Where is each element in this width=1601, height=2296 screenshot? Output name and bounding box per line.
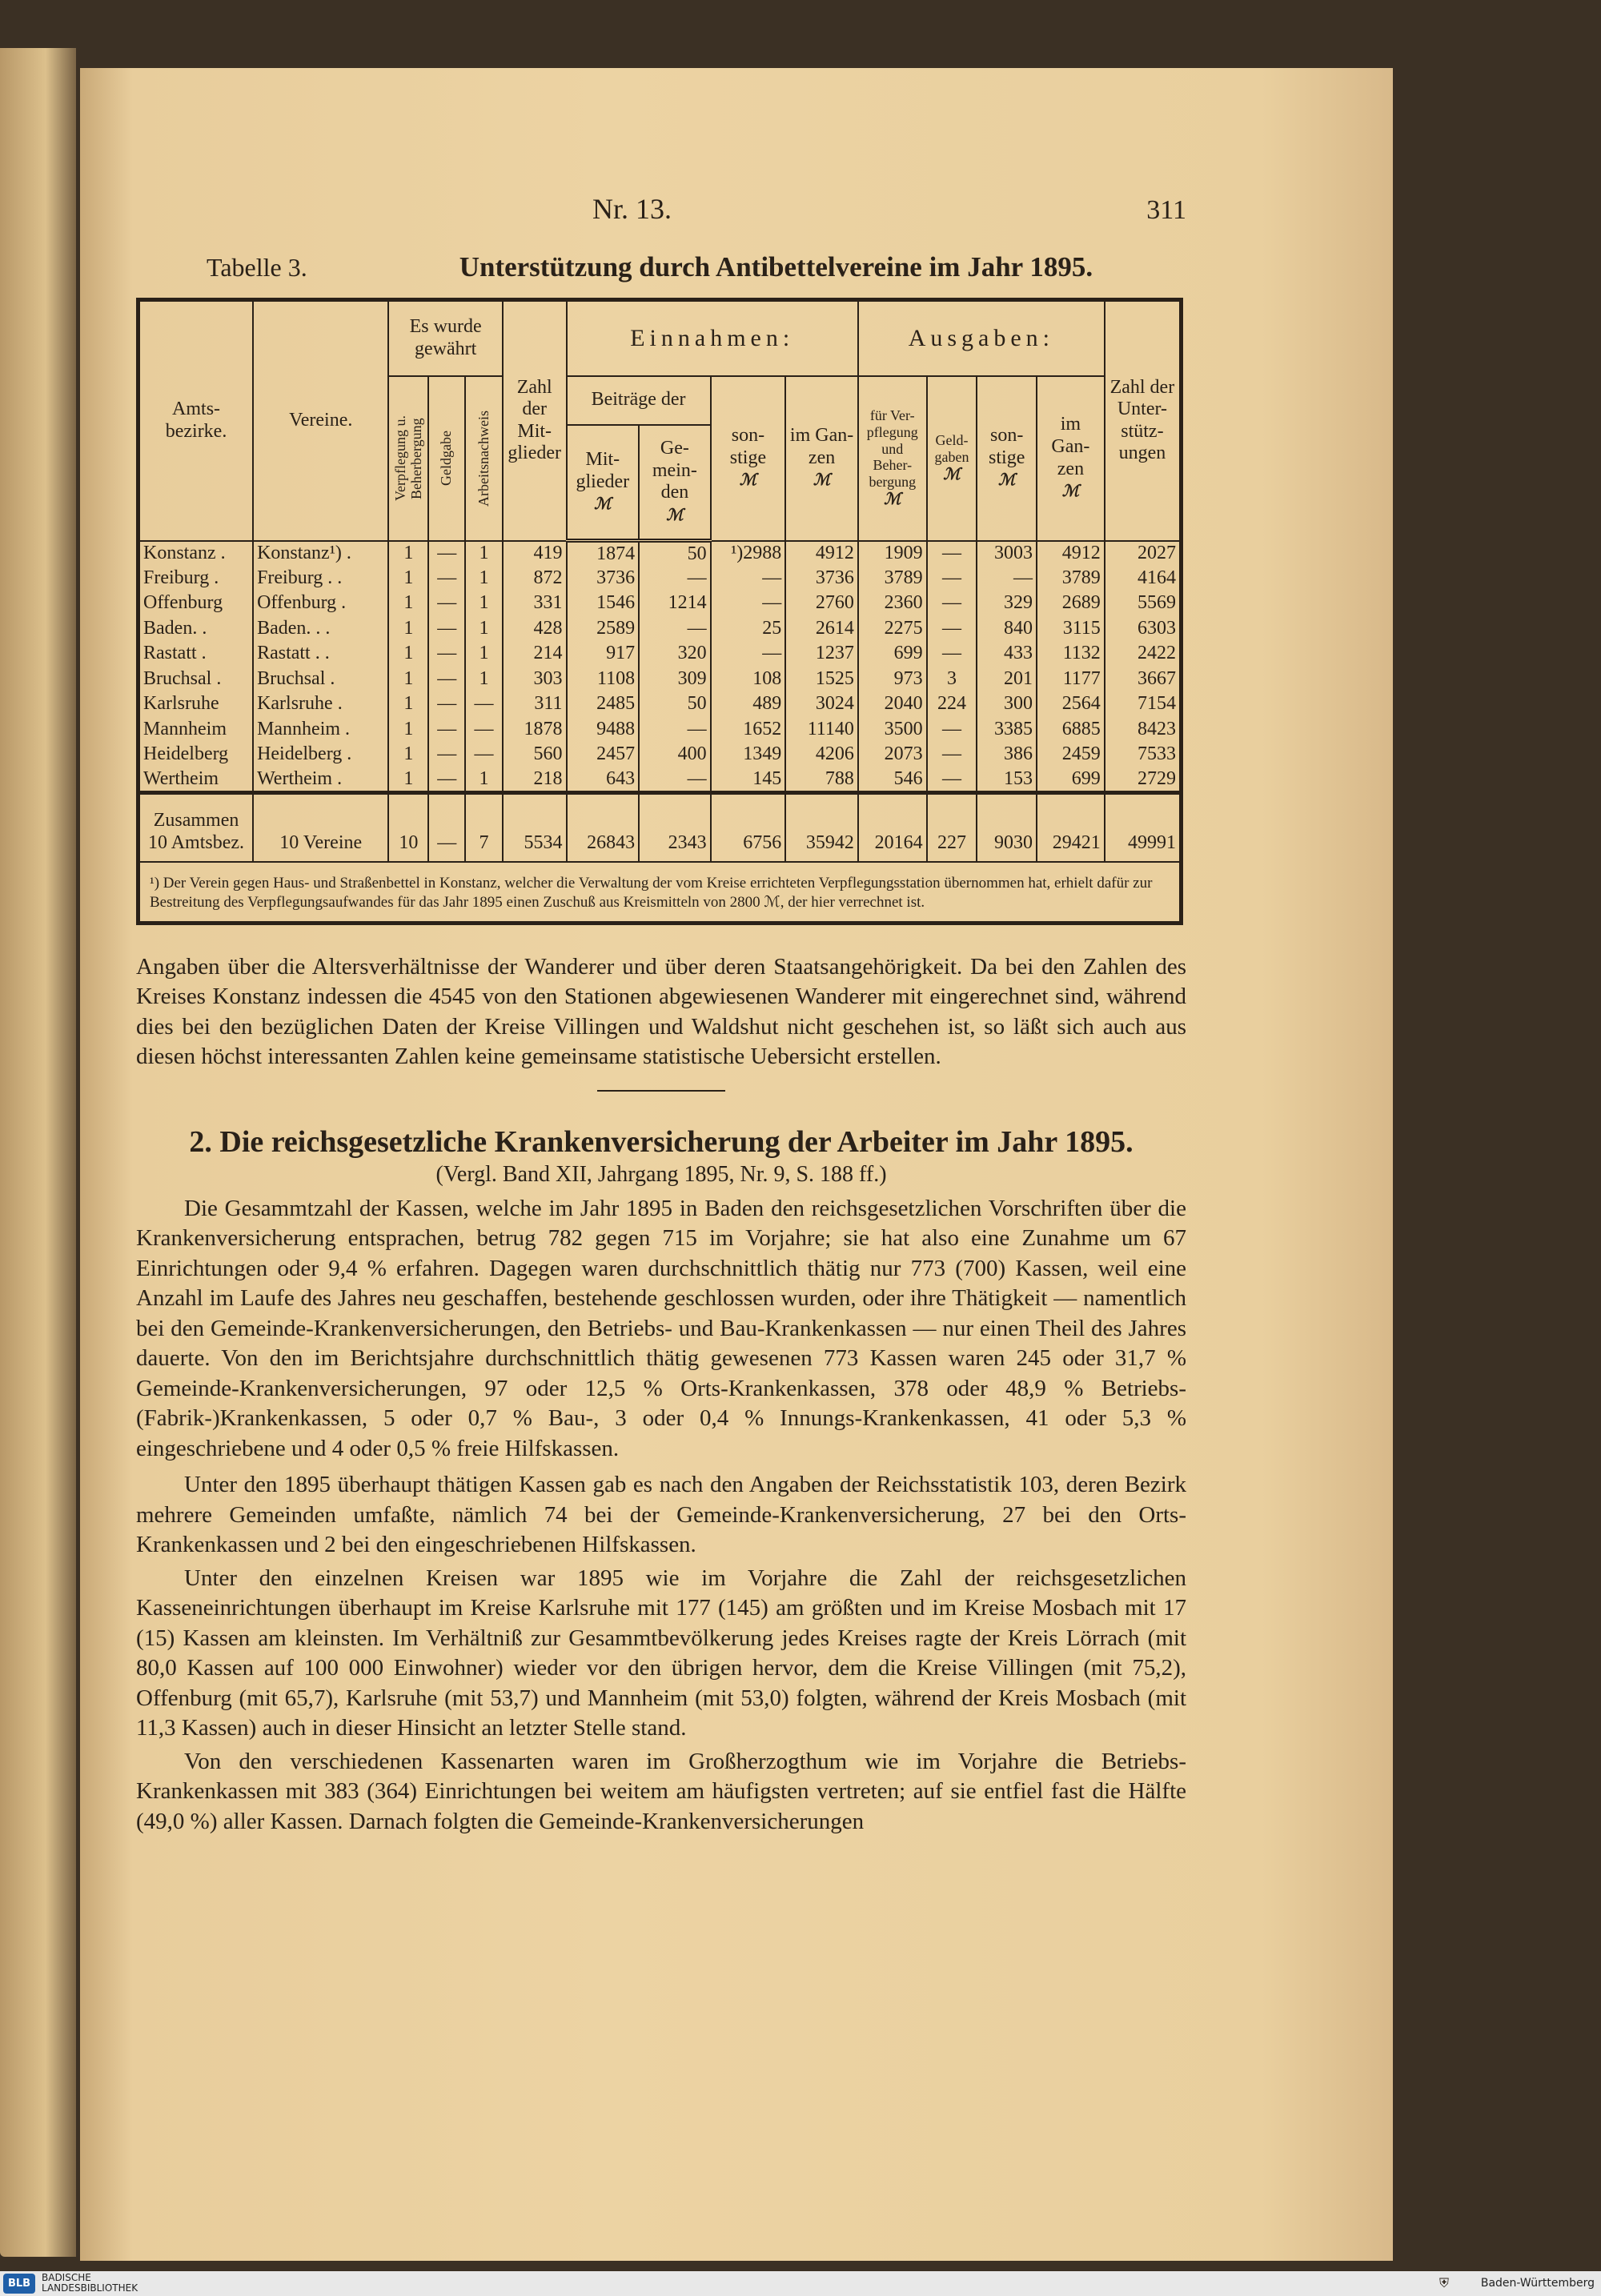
table-cell: 311: [503, 692, 567, 718]
header-im-ganzen-aus: im Gan-zen ℳ: [1037, 376, 1105, 541]
table-cell: 1: [388, 743, 428, 768]
table-cell: 400: [639, 743, 710, 768]
table-cell: —: [428, 541, 465, 567]
header-arbeitsnachweis: Arbeitsnachweis: [475, 410, 492, 507]
table-cell: Mannheim .: [253, 717, 388, 743]
table-cell: 1349: [711, 743, 786, 768]
table-cell: 386: [977, 743, 1037, 768]
table-cell: 419: [503, 541, 567, 567]
table-cell: —: [428, 767, 465, 793]
table-cell: 428: [503, 616, 567, 642]
header-einnahmen: Einnahmen:: [567, 300, 858, 376]
table-cell: 9488: [567, 717, 640, 743]
total-row: [138, 793, 1182, 862]
table-cell: —: [428, 717, 465, 743]
total-cell: 6756: [711, 793, 786, 862]
table-row: [138, 743, 1182, 768]
table-cell: 3736: [567, 566, 640, 591]
table-cell: 218: [503, 767, 567, 793]
table-cell: 699: [1037, 767, 1105, 793]
paragraph: Von den verschiedenen Kassenarten waren im Großherzogthum wie im Vorjahre die Betriebs-Krankenkassen mit 383 (364) Einrichtungen bei weitem am häufigsten vertreten; auf sie entfiel fast die Hälfte (49,0 %) aller Kassen. Darnach folgten die Gemeinde-Krankenversicherungen: [136, 1748, 1186, 1834]
table-cell: 1: [388, 692, 428, 718]
table-cell: 1: [465, 642, 503, 667]
table-cell: Mannheim: [138, 717, 254, 743]
table-cell: 3115: [1037, 616, 1105, 642]
table-cell: 1525: [785, 667, 858, 692]
table-cell: 3: [927, 667, 977, 692]
total-cell: 2343: [639, 793, 710, 862]
table-cell: 489: [711, 692, 786, 718]
table-cell: 2422: [1105, 642, 1182, 667]
total-cell: Zusammen 10 Amtsbez.: [138, 793, 254, 862]
table-cell: 1214: [639, 591, 710, 617]
table-cell: 320: [639, 642, 710, 667]
table-cell: 973: [858, 667, 927, 692]
table-cell: 2564: [1037, 692, 1105, 718]
table-cell: —: [465, 692, 503, 718]
table-cell: 1108: [567, 667, 640, 692]
table-cell: Freiburg .: [138, 566, 254, 591]
table-cell: 2614: [785, 616, 858, 642]
table-cell: 788: [785, 767, 858, 793]
table-cell: 1909: [858, 541, 927, 567]
table-cell: 3736: [785, 566, 858, 591]
table-cell: 224: [927, 692, 977, 718]
table-cell: 1: [388, 767, 428, 793]
table-row: [138, 717, 1182, 743]
library-name: BADISCHE LANDESBIBLIOTHEK: [42, 2272, 138, 2294]
table-cell: 214: [503, 642, 567, 667]
table-cell: —: [428, 667, 465, 692]
table-cell: Bruchsal .: [138, 667, 254, 692]
table-cell: 872: [503, 566, 567, 591]
table-cell: 3003: [977, 541, 1037, 567]
header-amtsbezirke: Amts-bezirke.: [138, 300, 254, 541]
table-cell: —: [428, 743, 465, 768]
table-cell: Konstanz .: [138, 541, 254, 567]
header-sonstige-aus: son-stige ℳ: [977, 376, 1037, 541]
table-title: Unterstützung durch Antibettelvereine im Jahr 1895.: [459, 251, 1093, 282]
footer-bar: [0, 2271, 1601, 2296]
table-footnote: ¹) Der Verein gegen Haus- und Straßenbettel in Konstanz, welcher die Verwaltung der vom Kreise errichteten Verpflegungsstation übernommen hat, erhielt dafür zur Bestreitung des Verpflegungsaufwandes für das Jahr 1895 einen Zuschuß aus Kreismitteln von 2800 ℳ, der hier verrechnet ist.: [138, 862, 1182, 924]
table-cell: 303: [503, 667, 567, 692]
table-cell: 145: [711, 767, 786, 793]
table-cell: 50: [639, 541, 710, 567]
table-cell: —: [465, 743, 503, 768]
table-cell: Konstanz¹) .: [253, 541, 388, 567]
table-cell: —: [927, 717, 977, 743]
table-cell: 1: [388, 566, 428, 591]
table-cell: 1: [388, 616, 428, 642]
table-cell: 433: [977, 642, 1037, 667]
table-cell: 1: [388, 591, 428, 617]
table-cell: 300: [977, 692, 1037, 718]
table-cell: 1: [465, 591, 503, 617]
total-cell: 10 Vereine: [253, 793, 388, 862]
table-cell: 840: [977, 616, 1037, 642]
paragraph: Unter den 1895 überhaupt thätigen Kassen gab es nach den Angaben der Reichsstatistik 103, deren Bezirk mehrere Gemeinden umfaßte, nämlich 74 bei der Gemeinde-Krankenversicherung, 27 bei den Orts-Krankenkassen und 2 bei den eingeschriebenen Hilfskassen.: [136, 1472, 1186, 1558]
table-cell: 4912: [1037, 541, 1105, 567]
header-sonstige-ein: son-stige ℳ: [711, 376, 786, 541]
table-row: [138, 667, 1182, 692]
table-cell: 2589: [567, 616, 640, 642]
table-cell: Offenburg: [138, 591, 254, 617]
header-zahl-mitglieder: Zahl der Mit-glieder: [503, 300, 567, 541]
table-cell: —: [428, 566, 465, 591]
table-cell: —: [927, 642, 977, 667]
table-cell: 6885: [1037, 717, 1105, 743]
table-cell: —: [428, 591, 465, 617]
table-cell: 2459: [1037, 743, 1105, 768]
table-cell: 1: [465, 767, 503, 793]
table-cell: 1237: [785, 642, 858, 667]
table-cell: Karlsruhe .: [253, 692, 388, 718]
table-cell: 3667: [1105, 667, 1182, 692]
table-row: [138, 591, 1182, 617]
table-cell: —: [977, 566, 1037, 591]
table-cell: 50: [639, 692, 710, 718]
header-ausgaben: Ausgaben:: [858, 300, 1105, 376]
running-title: Nr. 13.: [592, 193, 672, 225]
header-es-wurde: Es wurde gewährt: [388, 300, 503, 376]
table-cell: —: [711, 642, 786, 667]
header-mitglieder: Mit-glieder ℳ: [567, 425, 640, 541]
statistics-table: [136, 298, 1183, 925]
table-cell: 8423: [1105, 717, 1182, 743]
header-im-ganzen-ein: im Gan-zen ℳ: [785, 376, 858, 541]
table-cell: 917: [567, 642, 640, 667]
table-cell: 1874: [567, 541, 640, 567]
table-cell: 2729: [1105, 767, 1182, 793]
table-cell: —: [428, 692, 465, 718]
section-divider: [597, 1090, 725, 1092]
left-page-edge: [0, 48, 76, 2257]
table-cell: 1177: [1037, 667, 1105, 692]
blb-logo[interactable]: BLB: [3, 2274, 35, 2294]
header-geldgabe: Geldgabe: [438, 431, 455, 486]
table-cell: —: [639, 767, 710, 793]
table-cell: 643: [567, 767, 640, 793]
table-cell: 4206: [785, 743, 858, 768]
total-cell: 20164: [858, 793, 927, 862]
table-cell: 2689: [1037, 591, 1105, 617]
total-cell: 10: [388, 793, 428, 862]
total-cell: 35942: [785, 793, 858, 862]
table-cell: 1: [388, 642, 428, 667]
table-cell: Karlsruhe: [138, 692, 254, 718]
table-cell: 7533: [1105, 743, 1182, 768]
header-geldgaben: Geld-gaben ℳ: [927, 376, 977, 541]
total-cell: 7: [465, 793, 503, 862]
table-cell: —: [639, 717, 710, 743]
total-cell: 227: [927, 793, 977, 862]
header-zahl-unterstuetzungen: Zahl der Unter-stütz-ungen: [1105, 300, 1182, 541]
table-cell: 2485: [567, 692, 640, 718]
table-cell: 4164: [1105, 566, 1182, 591]
table-cell: 2275: [858, 616, 927, 642]
table-cell: —: [927, 566, 977, 591]
table-cell: Wertheim: [138, 767, 254, 793]
table-cell: 2027: [1105, 541, 1182, 567]
table-row: [138, 767, 1182, 793]
table-cell: 2360: [858, 591, 927, 617]
table-cell: 108: [711, 667, 786, 692]
table-label: Tabelle 3.: [207, 253, 307, 282]
table-cell: 3385: [977, 717, 1037, 743]
table-cell: 6303: [1105, 616, 1182, 642]
table-row: [138, 642, 1182, 667]
table-cell: 560: [503, 743, 567, 768]
table-cell: 1: [388, 541, 428, 567]
table-cell: —: [465, 717, 503, 743]
table-cell: 5569: [1105, 591, 1182, 617]
coat-of-arms-icon: ⛨: [1438, 2275, 1449, 2290]
total-cell: 9030: [977, 793, 1037, 862]
table-cell: 3789: [1037, 566, 1105, 591]
total-cell: 29421: [1037, 793, 1105, 862]
page-number: 311: [1146, 195, 1186, 225]
table-cell: 2457: [567, 743, 640, 768]
table-cell: 11140: [785, 717, 858, 743]
table-cell: 3789: [858, 566, 927, 591]
table-cell: —: [927, 616, 977, 642]
table-cell: —: [927, 767, 977, 793]
section-subheading: (Vergl. Band XII, Jahrgang 1895, Nr. 9, S. 188 ff.): [435, 1161, 887, 1187]
table-cell: 2073: [858, 743, 927, 768]
paragraph: Die Gesammtzahl der Kassen, welche im Jahr 1895 in Baden den reichsgesetzlichen Vorschriften über die Krankenversicherung entsprachen, betrug 782 gegen 715 im Vorjahre; sie hat also eine Zunahme um 67 Einrichtungen oder 9,4 % erfahren. Dagegen waren durchschnittlich thätig nur 773 (700) Kassen, weil eine Anzahl im Laufe des Jahres neu geschaffen, bestehende geschlossen wurden, oder ihre Thätigkeit — namentlich bei den Gemeinde-Krankenversicherungen, den Betriebs- und Bau-Krankenkassen — nur einen Theil des Jahres dauerte. Von den im Berichtsjahre durchschnittlich thätig gewesenen 773 Kassen waren 245 oder 31,7 % Gemeinde-Krankenversicherungen, 97 oder 12,5 % Orts-Krankenkassen, 378 oder 48,9 % Betriebs-(Fabrik-)Krankenkassen, 5 oder 0,7 % Bau-, 3 oder 0,4 % Innungs-Krankenkassen, 41 oder 5,3 % eingeschriebene und 4 oder 0,5 % freie Hilfskassen.: [136, 1195, 1186, 1461]
total-cell: 5534: [503, 793, 567, 862]
header-verpflegung: Verpflegung u. Beherbergung: [391, 415, 424, 501]
header-vereine: Vereine.: [253, 300, 388, 541]
table-cell: 4912: [785, 541, 858, 567]
table-cell: Wertheim .: [253, 767, 388, 793]
table-row: [138, 692, 1182, 718]
table-cell: —: [428, 616, 465, 642]
table-cell: 1: [465, 541, 503, 567]
table-cell: 7154: [1105, 692, 1182, 718]
table-cell: 1546: [567, 591, 640, 617]
table-cell: 329: [977, 591, 1037, 617]
table-cell: Offenburg .: [253, 591, 388, 617]
table-cell: —: [927, 743, 977, 768]
table-cell: 1: [465, 616, 503, 642]
table-cell: 153: [977, 767, 1037, 793]
table-cell: ¹)2988: [711, 541, 786, 567]
table-cell: Freiburg . .: [253, 566, 388, 591]
table-cell: Bruchsal .: [253, 667, 388, 692]
table-cell: 331: [503, 591, 567, 617]
table-cell: 1: [388, 667, 428, 692]
table-cell: 1: [465, 566, 503, 591]
table-cell: —: [639, 566, 710, 591]
total-cell: —: [428, 793, 465, 862]
table-cell: 2040: [858, 692, 927, 718]
page-content: [136, 192, 1186, 1837]
section-heading: 2. Die reichsgesetzliche Krankenversicherung der Arbeiter im Jahr 1895.: [189, 1124, 1134, 1159]
table-cell: 1132: [1037, 642, 1105, 667]
total-cell: 26843: [567, 793, 640, 862]
table-cell: 2760: [785, 591, 858, 617]
table-cell: 1: [388, 717, 428, 743]
table-cell: Baden. .: [138, 616, 254, 642]
table-cell: —: [428, 642, 465, 667]
table-cell: 25: [711, 616, 786, 642]
table-cell: Heidelberg: [138, 743, 254, 768]
table-cell: Rastatt .: [138, 642, 254, 667]
paragraph: Unter den einzelnen Kreisen war 1895 wie im Vorjahre die Zahl der reichsgesetzlichen Kasseneinrichtungen überhaupt im Kreise Karlsruhe mit 177 (145) am größten und im Kreise Mosbach mit 17 (15) Kassen am kleinsten. Im Verhältniß zur Gesammtbevölkerung jedes Kreises ragte der Kreis Lörrach (mit 80,0 Kassen auf 100 000 Einwohner) wieder vor den übrigen hervor, dem die Kreise Villingen (mit 75,2), Offenburg (mit 65,7), Karlsruhe (mit 53,7) und Mannheim (mit 53,0) folgten, während der Kreis Mosbach (mit 11,3 Kassen) auch in dieser Hinsicht an letzter Stelle stand.: [136, 1565, 1186, 1741]
table-cell: —: [711, 591, 786, 617]
table-row: [138, 541, 1182, 567]
table-cell: Baden. . .: [253, 616, 388, 642]
table-row: [138, 566, 1182, 591]
table-cell: —: [927, 591, 977, 617]
total-cell: 49991: [1105, 793, 1182, 862]
header-beitraege: Beiträge der: [567, 376, 711, 425]
header-fuer-verpflegung: für Ver-pflegung und Beher-bergung ℳ: [858, 376, 927, 541]
table-row: [138, 616, 1182, 642]
table-cell: —: [927, 541, 977, 567]
table-cell: 201: [977, 667, 1037, 692]
table-cell: 1878: [503, 717, 567, 743]
table-cell: 309: [639, 667, 710, 692]
table-cell: 546: [858, 767, 927, 793]
partner-name[interactable]: Baden-Württemberg: [1480, 2277, 1595, 2290]
table-cell: Rastatt . .: [253, 642, 388, 667]
table-cell: —: [711, 566, 786, 591]
table-cell: —: [639, 616, 710, 642]
paragraph: Angaben über die Altersverhältnisse der Wanderer und über deren Staatsangehörigkeit. Da bei den Zahlen des Kreises Konstanz indessen die 4545 von den Stationen abgewiesenen Wanderer mit eingerechnet sind, während dies bei den bezüglichen Daten der Kreise Villingen und Waldshut nicht geschehen ist, so läßt sich auch aus diesen höchst interessanten Zahlen keine gemeinsame statistische Uebersicht erstellen.: [136, 953, 1186, 1070]
table-cell: 1: [465, 667, 503, 692]
table-cell: 3500: [858, 717, 927, 743]
table-cell: 699: [858, 642, 927, 667]
table-cell: 1652: [711, 717, 786, 743]
table-cell: 3024: [785, 692, 858, 718]
header-gemeinden: Ge-mein-den ℳ: [639, 425, 710, 541]
table-cell: Heidelberg .: [253, 743, 388, 768]
